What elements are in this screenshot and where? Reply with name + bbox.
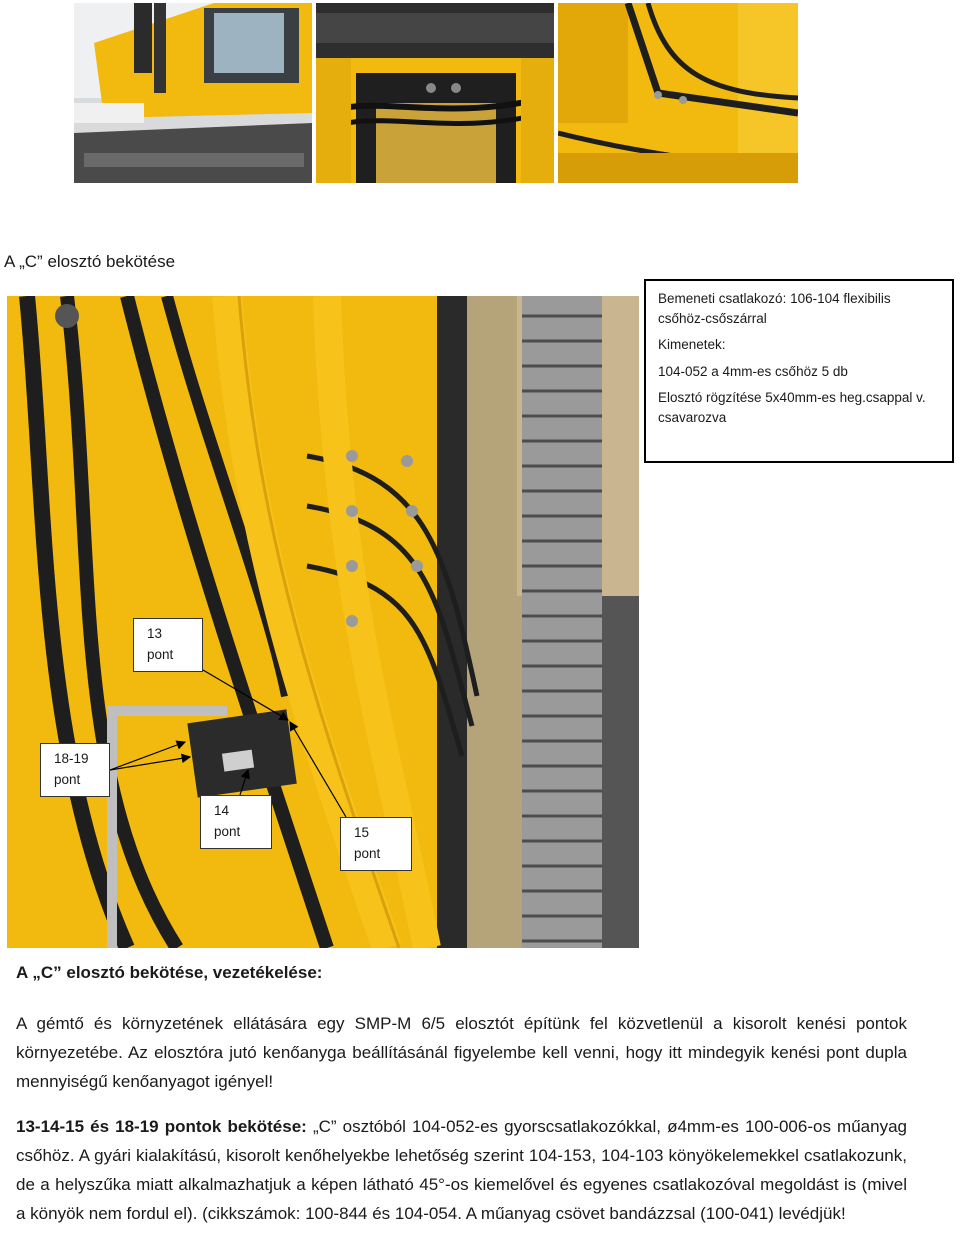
info-input-line: Bemeneti csatlakozó: 106-104 flexibilis csőhöz-csőszárral — [658, 291, 891, 326]
paragraph-connection-lead: 13-14-15 és 18-19 pontok bekötése: — [16, 1117, 307, 1136]
info-mounting-line: Elosztó rögzítése 5x40mm-es heg.csappal v. csavarozva — [658, 390, 926, 425]
callout-point-14 — [200, 795, 272, 849]
info-outputs-line: 104-052 a 4mm-es csőhöz 5 db — [658, 363, 848, 379]
boom-foot-photo — [558, 3, 798, 183]
paragraph-connection — [16, 1112, 907, 1228]
paragraph-connection-body: „C” osztóból 104-052-es gyorscsatlakozókkal, ø4mm-es 100-006-os műanyag csőhöz. A gyári kialakítású, kisorolt kenőhelyekbe lehetőség szerint 104-153, 104-103 könyökelemekkel csatlakozunk, de a helyszűka miatt alkalmazhatjuk a képen látható 45°-os kiemelővel és egyenes csatlakozóval megoldást is (mivel a könyök nem fordul el). (cikkszámok: 100-844 és 104-054. A műanyag csövet bandázzsal (100-041) levédjük! — [16, 1117, 907, 1223]
subtitle-heading: A „C” elosztó bekötése — [4, 252, 176, 271]
callout-14-word: pont — [214, 824, 241, 839]
callout-point-18-19 — [40, 743, 110, 797]
callout-14-number: 14 — [214, 803, 230, 818]
excavator-photo — [74, 3, 312, 183]
undercarriage-photo — [316, 3, 554, 183]
callout-1819-word: pont — [54, 772, 81, 787]
section-title: A „C” elosztó bekötése, vezetékelése: — [16, 963, 323, 982]
callout-15-number: 15 — [354, 825, 370, 840]
callout-1819-number: 18-19 — [54, 751, 89, 766]
callout-point-15 — [340, 817, 412, 871]
paragraph-intro: A gémtő és környzetének ellátására egy SMP-M 6/5 elosztót építünk fel közvetlenül a kisorolt kenési pontok környezetébe. Az elosztóra jutó kenőanyga beállításánál figyelembe kell venni, hogy itt mindegyik kenési pont dupla mennyiségű kenőanyagot igényel! — [16, 1014, 907, 1091]
connection-info-box — [644, 279, 954, 463]
distributor-photo — [7, 296, 639, 948]
callout-13-number: 13 — [147, 626, 163, 641]
callout-13-word: pont — [147, 647, 174, 662]
callout-15-word: pont — [354, 846, 381, 861]
info-outputs-label: Kimenetek: — [658, 337, 726, 353]
callout-point-13 — [133, 618, 203, 672]
